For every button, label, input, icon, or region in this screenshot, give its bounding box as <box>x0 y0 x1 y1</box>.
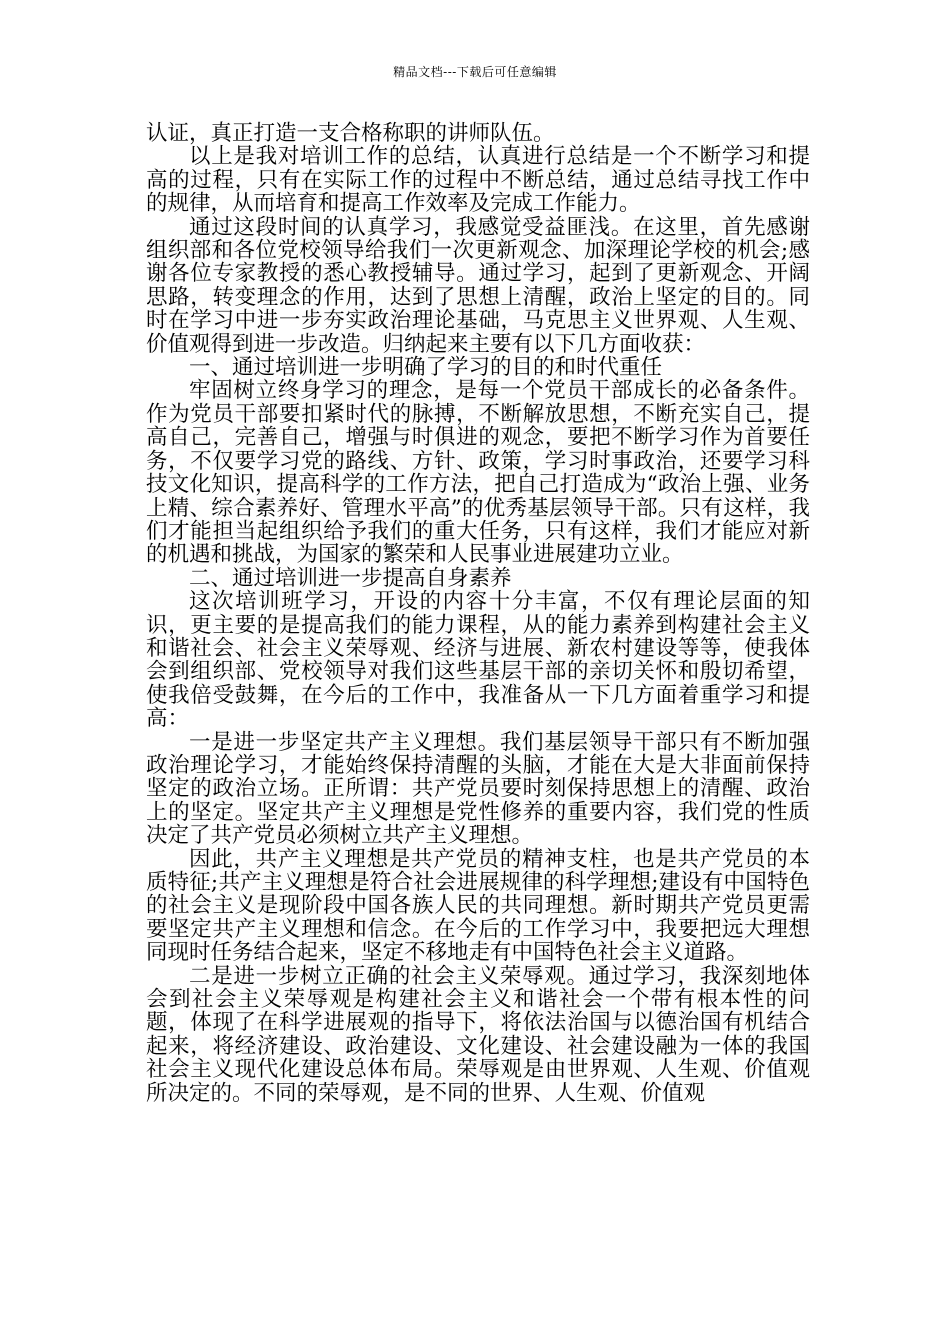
document-body <box>146 122 810 1105</box>
section-heading-1: 一、通过培训进一步明确了学习的目的和时代重任 <box>189 355 663 381</box>
paragraph-2: 以上是我对培训工作的总结，认真进行总结是一个不断学习和提高的过程，只有在实际工作的过程中不断总结，通过总结寻找工作中的规律，从而培育和提高工作效率及完成工作能力。 <box>146 144 810 217</box>
paragraph-5: 这次培训班学习，开设的内容十分丰富，不仅有理论层面的知识，更主要的是提高我们的能力课程，从的能力素养到构建社会主义和谐社会、社会主义荣辱观、经济与进展、新农村建设等等，使我体会到组织部、党校领导对我们这些基层干部的亲切关怀和殷切希望，使我倍受鼓舞，在今后的工作中，我准备从一下几方面着重学习和提高： <box>146 589 810 732</box>
paragraph-8: 二是进一步树立正确的社会主义荣辱观。通过学习，我深刻地体会到社会主义荣辱观是构建社会主义和谐社会一个带有根本性的问题，体现了在科学进展观的指导下，将依法治国与以德治国有机结合起来，将经济建设、政治建设、文化建设、社会建设融为一体的我国社会主义现代化建设总体布局。荣辱观是由世界观、人生观、价值观所决定的。不同的荣辱观，是不同的世界、人生观、价值观 <box>146 963 810 1106</box>
paragraph-7: 因此，共产主义理想是共产党员的精神支柱，也是共产党员的本质特征;共产主义理想是符合社会进展规律的科学理想;建设有中国特色的社会主义是现阶段中国各族人民的共同理想。新时期共产党员更需要坚定共产主义理想和信念。在今后的工作学习中，我要把远大理想同现时任务结合起来，坚定不移地走有中国特色社会主义道路。 <box>146 846 810 966</box>
paragraph-3: 通过这段时间的认真学习，我感觉受益匪浅。在这里，首先感谢组织部和各位党校领导给我们一次更新观念、加深理论学校的机会;感谢各位专家教授的悉心教授辅导。通过学习，起到了更新观念、开阔思路，转变理念的作用，达到了思想上清醒，政治上坚定的目的。同时在学习中进一步夯实政治理论基础，马克思主义世界观、人生观、价值观得到进一步改造。归纳起来主要有以下几方面收获： <box>146 214 810 357</box>
paragraph-6: 一是进一步坚定共产主义理想。我们基层领导干部只有不断加强政治理论学习，才能始终保持清醒的头脑，才能在大是大非面前保持坚定的政治立场。正所谓：共产党员要时刻保持思想上的清醒、政治上的坚定。坚定共产主义理想是党性修养的重要内容，我们党的性质决定了共产党员必须树立共产主义理想。 <box>146 729 810 849</box>
page-header: 精品文档---下载后可任意编辑 <box>393 65 557 79</box>
section-heading-2: 二、通过培训进一步提高自身素养 <box>189 565 512 591</box>
paragraph-4: 牢固树立终身学习的理念，是每一个党员干部成长的必备条件。作为党员干部要扣紧时代的脉搏，不断解放思想，不断充实自己，提高自己，完善自己，增强与时俱进的观念，要把不断学习作为首要任务，不仅要学习党的路线、方针、政策，学习时事政治，还要学习科技文化知识，提高科学的工作方法，把自己打造成为“政治上强、业务上精、综合素养好、管理水平高”的优秀基层领导干部。只有这样，我们才能担当起组织给予我们的重大任务，只有这样，我们才能应对新的机遇和挑战，为国家的繁荣和人民事业进展建功立业。 <box>146 378 810 568</box>
paragraph-1: 认证，真正打造一支合格称职的讲师队伍。 <box>146 121 555 146</box>
